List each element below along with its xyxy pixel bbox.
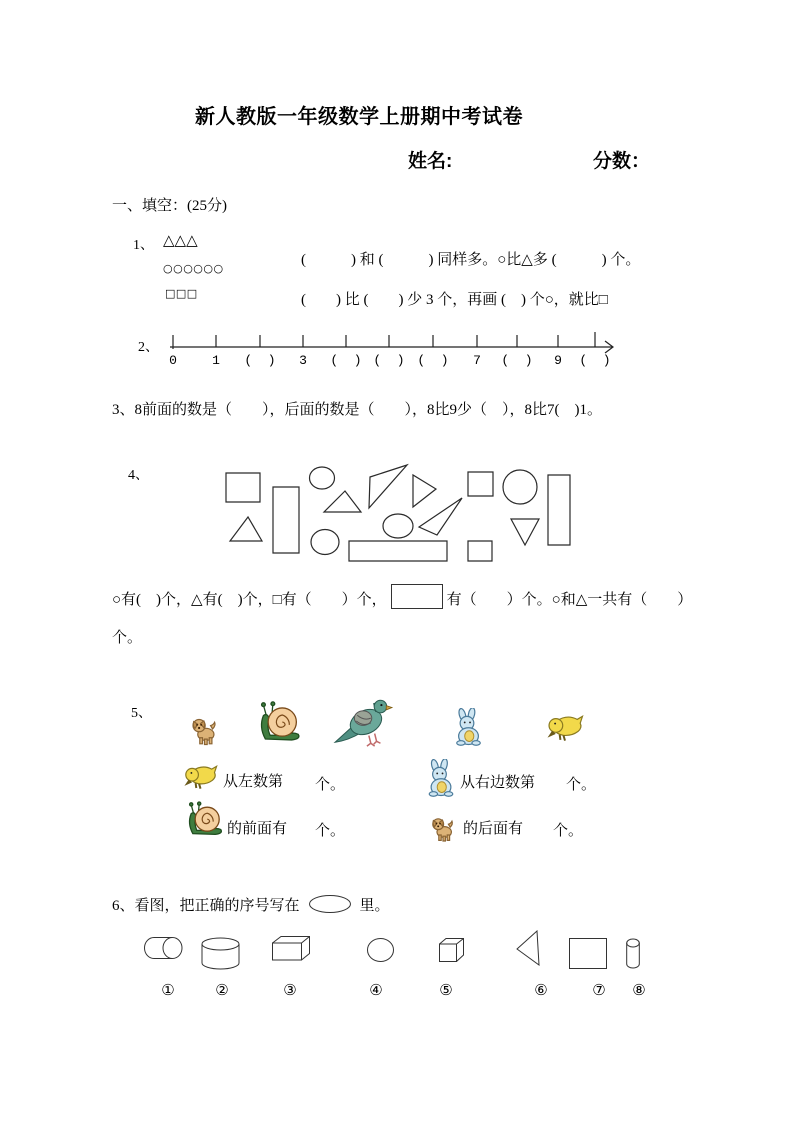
scalene-triangle-shape bbox=[419, 498, 462, 535]
q1-square-row: □□□ bbox=[165, 287, 198, 300]
number-line-label: 0 bbox=[169, 353, 177, 368]
number-line-label: ( ) bbox=[244, 353, 276, 368]
q1-circle-row: ○○○○○○ bbox=[163, 262, 224, 275]
number-line-label: ( ) bbox=[501, 353, 533, 368]
q4-count-part1: ○有( )个，△有( )个，□有（ ）个， bbox=[112, 592, 387, 608]
q5-sub3-suffix: 个。 bbox=[315, 823, 346, 839]
number-line-label: ( ) bbox=[579, 353, 611, 368]
right-pointing-triangle-shape bbox=[413, 475, 436, 507]
tall-rectangle-shape bbox=[548, 475, 570, 545]
snail-icon bbox=[184, 801, 224, 839]
circle-shape bbox=[367, 938, 394, 962]
answer-ellipse-shape bbox=[309, 895, 351, 913]
q5-sub2-text: 从右边数第 bbox=[460, 775, 536, 791]
lying-cylinder-shape bbox=[143, 936, 183, 961]
q6-prompt-before: 看图，把正确的序号写在 bbox=[134, 898, 300, 914]
circle-shape bbox=[311, 530, 339, 555]
q4-count-line2: 个。 bbox=[112, 630, 143, 646]
triangle-shape bbox=[516, 930, 540, 966]
rectangle-shape bbox=[569, 938, 607, 969]
q6-prompt-after: 里。 bbox=[359, 898, 390, 914]
shape-label-3: ③ bbox=[283, 981, 297, 999]
circle-shape bbox=[310, 467, 335, 489]
number-line-label: 1 bbox=[212, 353, 220, 368]
shape-label-2: ② bbox=[215, 981, 229, 999]
q4-count-part2: 有（ ）个。○和△一共有（ ） bbox=[446, 592, 693, 608]
long-rectangle-shape bbox=[349, 541, 447, 561]
q5-sub3-text: 的前面有 bbox=[227, 821, 288, 837]
snail-image bbox=[255, 701, 302, 745]
q4-count-line bbox=[112, 584, 692, 609]
name-label: 姓名: bbox=[408, 151, 453, 172]
rabbit-icon bbox=[427, 759, 455, 797]
q1-line2: ( ) 比 ( ) 少 3 个，再画 ( ) 个○，就比□ bbox=[301, 292, 608, 308]
circle-shape bbox=[383, 514, 413, 538]
shape-label-5: ⑤ bbox=[439, 981, 453, 999]
shape-label-8: ⑧ bbox=[632, 981, 646, 999]
q3-text: 3、8前面的数是（ ），后面的数是（ ），8比9少（ ），8比7( )1。 bbox=[112, 402, 602, 418]
cuboid-shape bbox=[272, 936, 310, 961]
q5-sub4-suffix: 个。 bbox=[553, 823, 584, 839]
number-line-labels bbox=[160, 353, 630, 373]
cube-shape bbox=[439, 938, 464, 962]
page-title: 新人教版一年级数学上册期中考试卷 bbox=[195, 106, 523, 128]
q1-number: 1、 bbox=[133, 238, 154, 253]
triangle-shape bbox=[324, 491, 361, 512]
q6-number: 6、 bbox=[112, 898, 135, 914]
puppy-image bbox=[191, 715, 218, 747]
section-heading: 一、填空：(25分) bbox=[112, 198, 227, 214]
score-label: 分数： bbox=[593, 151, 651, 172]
duck-icon bbox=[183, 764, 218, 791]
q5-number: 5、 bbox=[131, 706, 152, 721]
q5-sub2-suffix: 个。 bbox=[566, 777, 597, 793]
cylinder-shape bbox=[201, 937, 240, 970]
shape-label-7: ⑦ bbox=[592, 981, 606, 999]
number-line-label: ( ) bbox=[330, 353, 362, 368]
square-shape bbox=[468, 472, 493, 496]
pigeon-image bbox=[332, 694, 398, 750]
duck-image bbox=[546, 713, 584, 744]
circle-shape bbox=[503, 470, 537, 504]
tall-rectangle-shape bbox=[273, 487, 299, 553]
small-square-shape bbox=[468, 541, 492, 561]
number-line-label: 7 bbox=[473, 353, 481, 368]
shape-label-4: ④ bbox=[369, 981, 383, 999]
puppy-icon bbox=[431, 815, 455, 843]
rabbit-image bbox=[454, 708, 483, 746]
q5-sub4-text: 的后面有 bbox=[463, 821, 524, 837]
q1-triangle-row: △△△ bbox=[163, 231, 198, 249]
q2-number: 2、 bbox=[138, 340, 159, 355]
shape-label-6: ⑥ bbox=[534, 981, 548, 999]
q6-prompt bbox=[112, 894, 390, 915]
number-line-label: 9 bbox=[554, 353, 562, 368]
q6-labels-row bbox=[0, 981, 793, 1003]
q5-sub1-suffix: 个。 bbox=[315, 777, 346, 793]
rectangle-blank-shape bbox=[391, 584, 443, 609]
q1-line1: ( ) 和 ( ) 同样多。○比△多 ( ) 个。 bbox=[301, 252, 641, 268]
triangle-shape bbox=[230, 517, 262, 541]
number-line-label: 3 bbox=[299, 353, 307, 368]
number-line-label: ( ) bbox=[417, 353, 449, 368]
scalene-triangle-shape bbox=[369, 465, 407, 508]
shape-label-1: ① bbox=[161, 981, 175, 999]
q4-shapes-canvas bbox=[215, 455, 580, 570]
q5-sub1-text: 从左数第 bbox=[223, 774, 284, 790]
down-triangle-shape bbox=[511, 519, 539, 545]
q4-number: 4、 bbox=[128, 468, 149, 483]
number-line-label: ( ) bbox=[373, 353, 405, 368]
small-cylinder-shape bbox=[626, 938, 640, 969]
square-shape bbox=[226, 473, 260, 502]
